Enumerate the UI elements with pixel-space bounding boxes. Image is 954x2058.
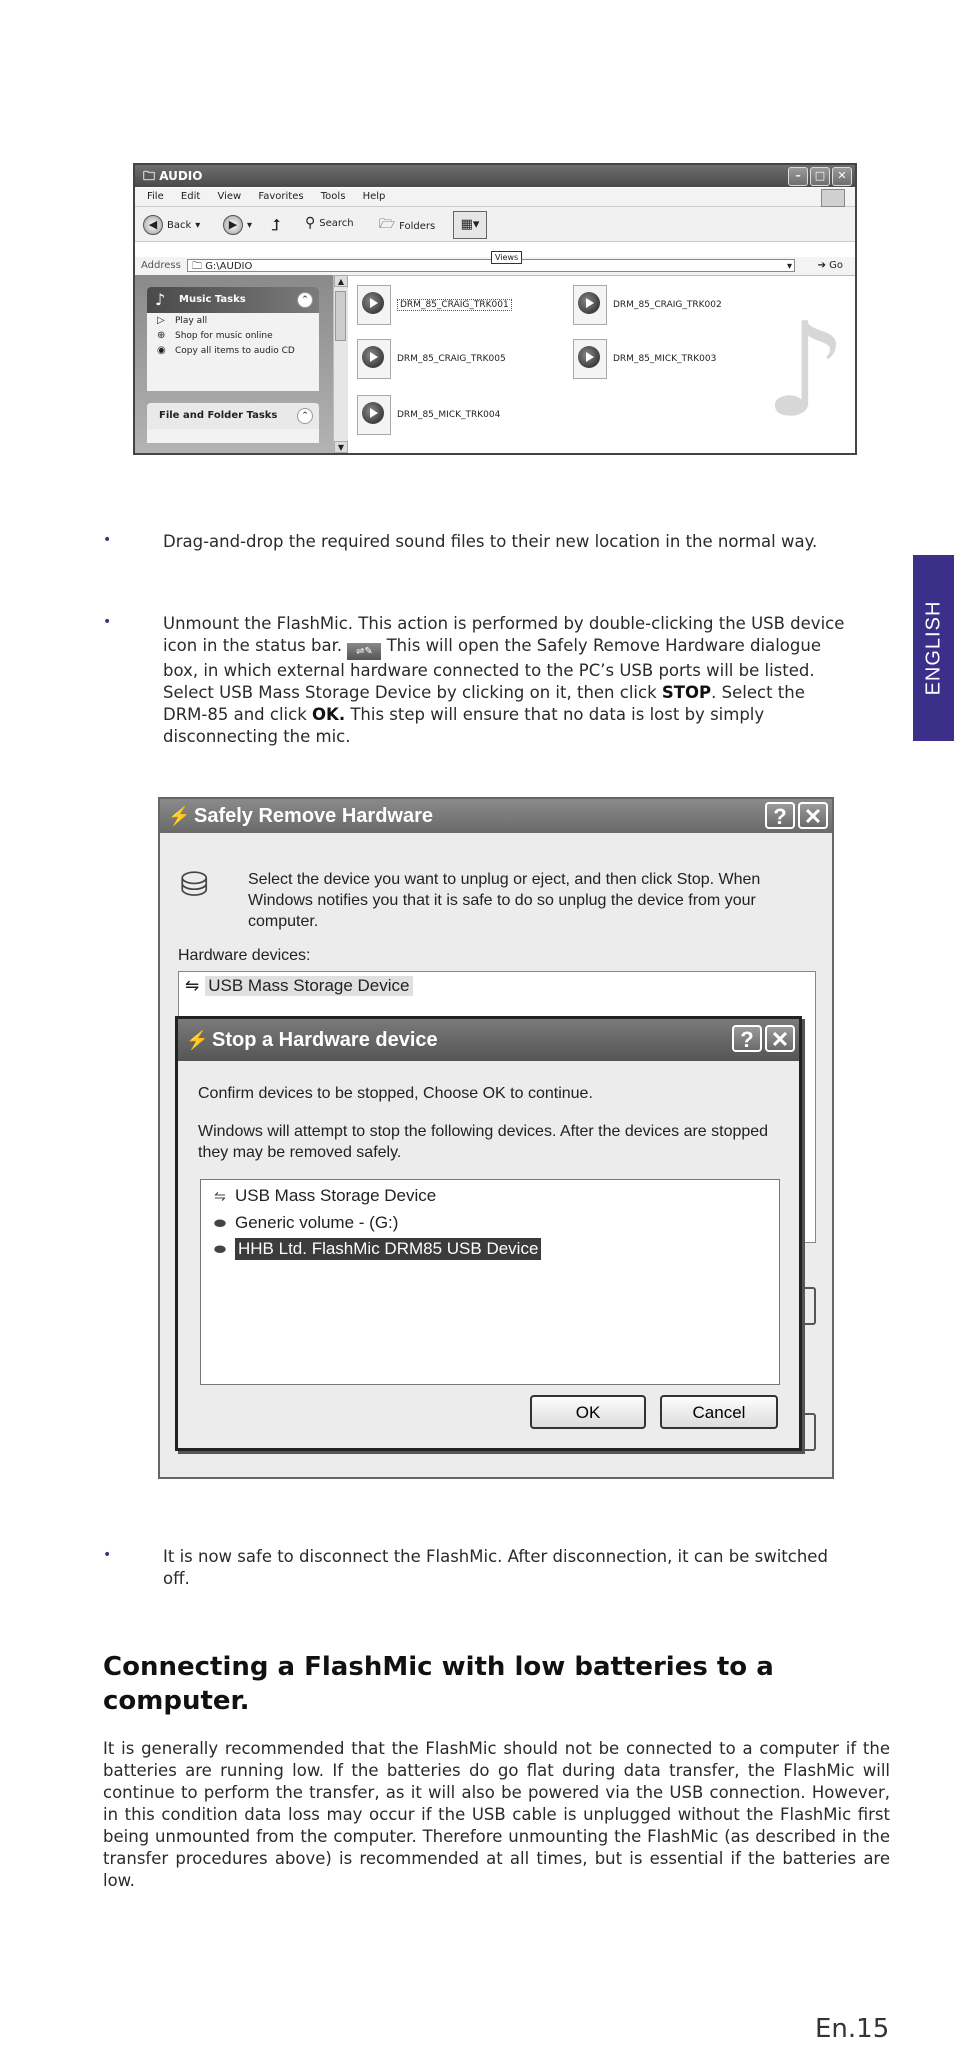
bullet-marker: • bbox=[103, 1547, 112, 1563]
stop-device-titlebar: ⚡ Stop a Hardware device ? ✕ bbox=[178, 1019, 799, 1061]
music-watermark-icon: ♪ bbox=[764, 294, 847, 446]
cancel-button[interactable]: Cancel bbox=[660, 1395, 778, 1429]
devices-to-stop-list[interactable] bbox=[200, 1179, 780, 1385]
hardware-icon: ⛁ bbox=[180, 866, 209, 904]
explorer-window-screenshot bbox=[133, 163, 857, 455]
folder-icon: 🗀 bbox=[143, 169, 160, 183]
bullet-safe-disconnect: It is now safe to disconnect the FlashMic. After disconnection, it can be switched off. bbox=[163, 1547, 828, 1588]
stop-hardware-device-dialog bbox=[175, 1016, 802, 1451]
globe-icon: ⊕ bbox=[157, 330, 166, 341]
section-body: It is generally recommended that the FlashMic should not be connected to a computer if the batteries are running low. If the batteries do go flat during data transfer, the FlashMic will continue to perform the transfer, as it will also be powered via the USB connection. However, in this condition data loss may occur if the USB cable is unplugged without the FlashMic first being unmounted from the computer. Therefore unmounting the FlashMic (as described in the transfer procedures above) is recommended at all times, but is essential if the batteries are low. bbox=[103, 1739, 890, 1890]
bullet-drag-drop: Drag-and-drop the required sound files to their new location in the normal way. bbox=[163, 532, 818, 551]
folders-icon: 🗁 bbox=[379, 217, 396, 232]
drive-icon: ⬬ bbox=[214, 1214, 226, 1231]
views-tooltip: Views bbox=[491, 251, 522, 264]
collapse-icon[interactable]: ⌃ bbox=[297, 408, 313, 424]
audio-file-icon bbox=[573, 285, 607, 325]
menu-help[interactable]: Help bbox=[362, 191, 386, 202]
file-item[interactable]: DRM_85_CRAIG_TRK001 bbox=[357, 285, 512, 325]
hardware-devices-label: Hardware devices: bbox=[178, 947, 311, 964]
folder-icon: 🗀 bbox=[192, 261, 206, 272]
menu-edit[interactable]: Edit bbox=[180, 191, 201, 202]
audio-file-icon bbox=[357, 285, 391, 325]
ok-button[interactable]: OK bbox=[530, 1395, 646, 1429]
close-button[interactable]: ✕ bbox=[765, 1025, 795, 1052]
back-arrow-icon: ◀ bbox=[143, 215, 163, 235]
views-icon: ▦▾ bbox=[460, 217, 480, 232]
file-item[interactable]: DRM_85_MICK_TRK004 bbox=[357, 395, 500, 435]
help-button[interactable]: ? bbox=[765, 802, 795, 829]
confirm-text: Confirm devices to be stopped, Choose OK to continue. bbox=[198, 1085, 593, 1102]
go-button[interactable]: ➔ Go bbox=[817, 260, 843, 271]
usb-icon: ⚡ bbox=[168, 806, 191, 826]
menu-file[interactable]: File bbox=[147, 191, 164, 202]
scroll-up-icon[interactable]: ▲ bbox=[334, 275, 348, 287]
menu-tools[interactable]: Tools bbox=[320, 191, 346, 202]
explorer-titlebar bbox=[135, 165, 855, 187]
usb-status-icon: ⇌✎ bbox=[347, 643, 381, 660]
play-icon: ▷ bbox=[157, 315, 165, 326]
usb-device-icon: ⇋ bbox=[214, 1187, 226, 1204]
forward-button[interactable]: ▶ ▾ bbox=[223, 215, 252, 235]
audio-file-icon bbox=[357, 339, 391, 379]
maximize-button[interactable]: □ bbox=[810, 167, 830, 186]
music-note-icon: ♪ bbox=[155, 290, 166, 309]
usb-device-icon: ⇋ bbox=[185, 976, 200, 995]
back-button[interactable]: ◀ Back ▾ bbox=[143, 215, 200, 235]
usb-icon: ⚡ bbox=[186, 1030, 209, 1050]
address-label: Address bbox=[141, 260, 181, 271]
up-folder-button[interactable] bbox=[271, 215, 280, 235]
attempt-text: Windows will attempt to stop the following devices. After the devices are stopped they may be removed safely. bbox=[198, 1123, 769, 1161]
search-button[interactable]: ⚲ Search bbox=[305, 215, 354, 231]
scroll-down-icon[interactable]: ▼ bbox=[334, 441, 348, 453]
audio-file-icon bbox=[357, 395, 391, 435]
bullet-unmount: Unmount the FlashMic. This action is performed by double-clicking the USB device icon in the status bar. ⇌✎ This will open the Safely Remove Hardware dialogue box, in which external hardware connected to the PC’s USB ports will be listed. Select USB Mass Storage Device by clicking on it, then click STOP. Select the DRM-85 and click OK. This step will ensure that no data is lost by simply disconnecting the mic. bbox=[163, 614, 845, 746]
go-arrow-icon: ➔ bbox=[817, 260, 830, 271]
forward-arrow-icon: ▶ bbox=[223, 215, 243, 235]
cd-icon: ◉ bbox=[157, 345, 166, 356]
bullet-marker: • bbox=[103, 614, 112, 630]
explorer-title: AUDIO bbox=[159, 169, 203, 183]
file-item[interactable]: DRM_85_CRAIG_TRK005 bbox=[357, 339, 506, 379]
task-shop-music[interactable]: ⊕ Shop for music online bbox=[157, 330, 273, 341]
scroll-thumb[interactable] bbox=[335, 291, 346, 341]
minimize-button[interactable]: – bbox=[788, 167, 808, 186]
menubar bbox=[135, 188, 855, 207]
drive-icon: ⬬ bbox=[214, 1240, 226, 1257]
up-folder-icon: ⮥ bbox=[271, 215, 281, 234]
file-item[interactable]: DRM_85_CRAIG_TRK002 bbox=[573, 285, 722, 325]
vertical-scrollbar[interactable] bbox=[333, 275, 348, 453]
page-number: En.15 bbox=[815, 2014, 890, 2044]
audio-file-icon bbox=[573, 339, 607, 379]
language-side-tab: ENGLISH bbox=[913, 555, 954, 741]
toolbar bbox=[135, 207, 855, 242]
list-item[interactable]: ⇋ USB Mass Storage Device bbox=[185, 976, 413, 996]
safely-remove-titlebar: ⚡ Safely Remove Hardware ? ✕ bbox=[160, 799, 832, 833]
help-button[interactable]: ? bbox=[732, 1025, 762, 1052]
file-folder-tasks-panel bbox=[147, 403, 319, 443]
list-item[interactable]: ⬬ Generic volume - (G:) bbox=[209, 1213, 398, 1233]
safely-remove-instruction: Select the device you want to unplug or eject, and then click Stop. When Windows notifies you that it is safe to do so unplug the device from your computer. bbox=[248, 871, 761, 930]
file-folder-tasks-header[interactable]: File and Folder Tasks ⌃ bbox=[147, 403, 319, 429]
close-button[interactable]: ✕ bbox=[832, 167, 852, 186]
section-heading: Connecting a FlashMic with low batteries to a computer. bbox=[103, 1652, 774, 1716]
list-item[interactable]: ⇋ USB Mass Storage Device bbox=[209, 1186, 436, 1206]
task-copy-cd[interactable]: ◉ Copy all items to audio CD bbox=[157, 345, 295, 356]
collapse-icon[interactable]: ⌃ bbox=[297, 292, 313, 308]
menu-favorites[interactable]: Favorites bbox=[258, 191, 304, 202]
search-icon: ⚲ bbox=[305, 215, 316, 231]
bullet-marker: • bbox=[103, 532, 112, 548]
menu-view[interactable]: View bbox=[217, 191, 242, 202]
address-input[interactable]: 🗀 G:\AUDIO ▾ bbox=[187, 259, 795, 272]
file-item[interactable]: DRM_85_MICK_TRK003 bbox=[573, 339, 716, 379]
music-tasks-header[interactable]: ♪ Music Tasks ⌃ bbox=[147, 287, 319, 313]
windows-logo-icon bbox=[821, 189, 845, 207]
folders-button[interactable]: 🗁 Folders bbox=[379, 215, 435, 237]
close-button[interactable]: ✕ bbox=[798, 802, 828, 829]
dropdown-arrow-icon[interactable]: ▾ bbox=[786, 261, 792, 272]
views-button[interactable] bbox=[453, 211, 487, 239]
task-play-all[interactable]: ▷ Play all bbox=[157, 315, 208, 326]
list-item[interactable]: ⬬ HHB Ltd. FlashMic DRM85 USB Device bbox=[209, 1238, 541, 1260]
music-tasks-panel bbox=[147, 287, 319, 391]
task-pane bbox=[135, 275, 333, 453]
